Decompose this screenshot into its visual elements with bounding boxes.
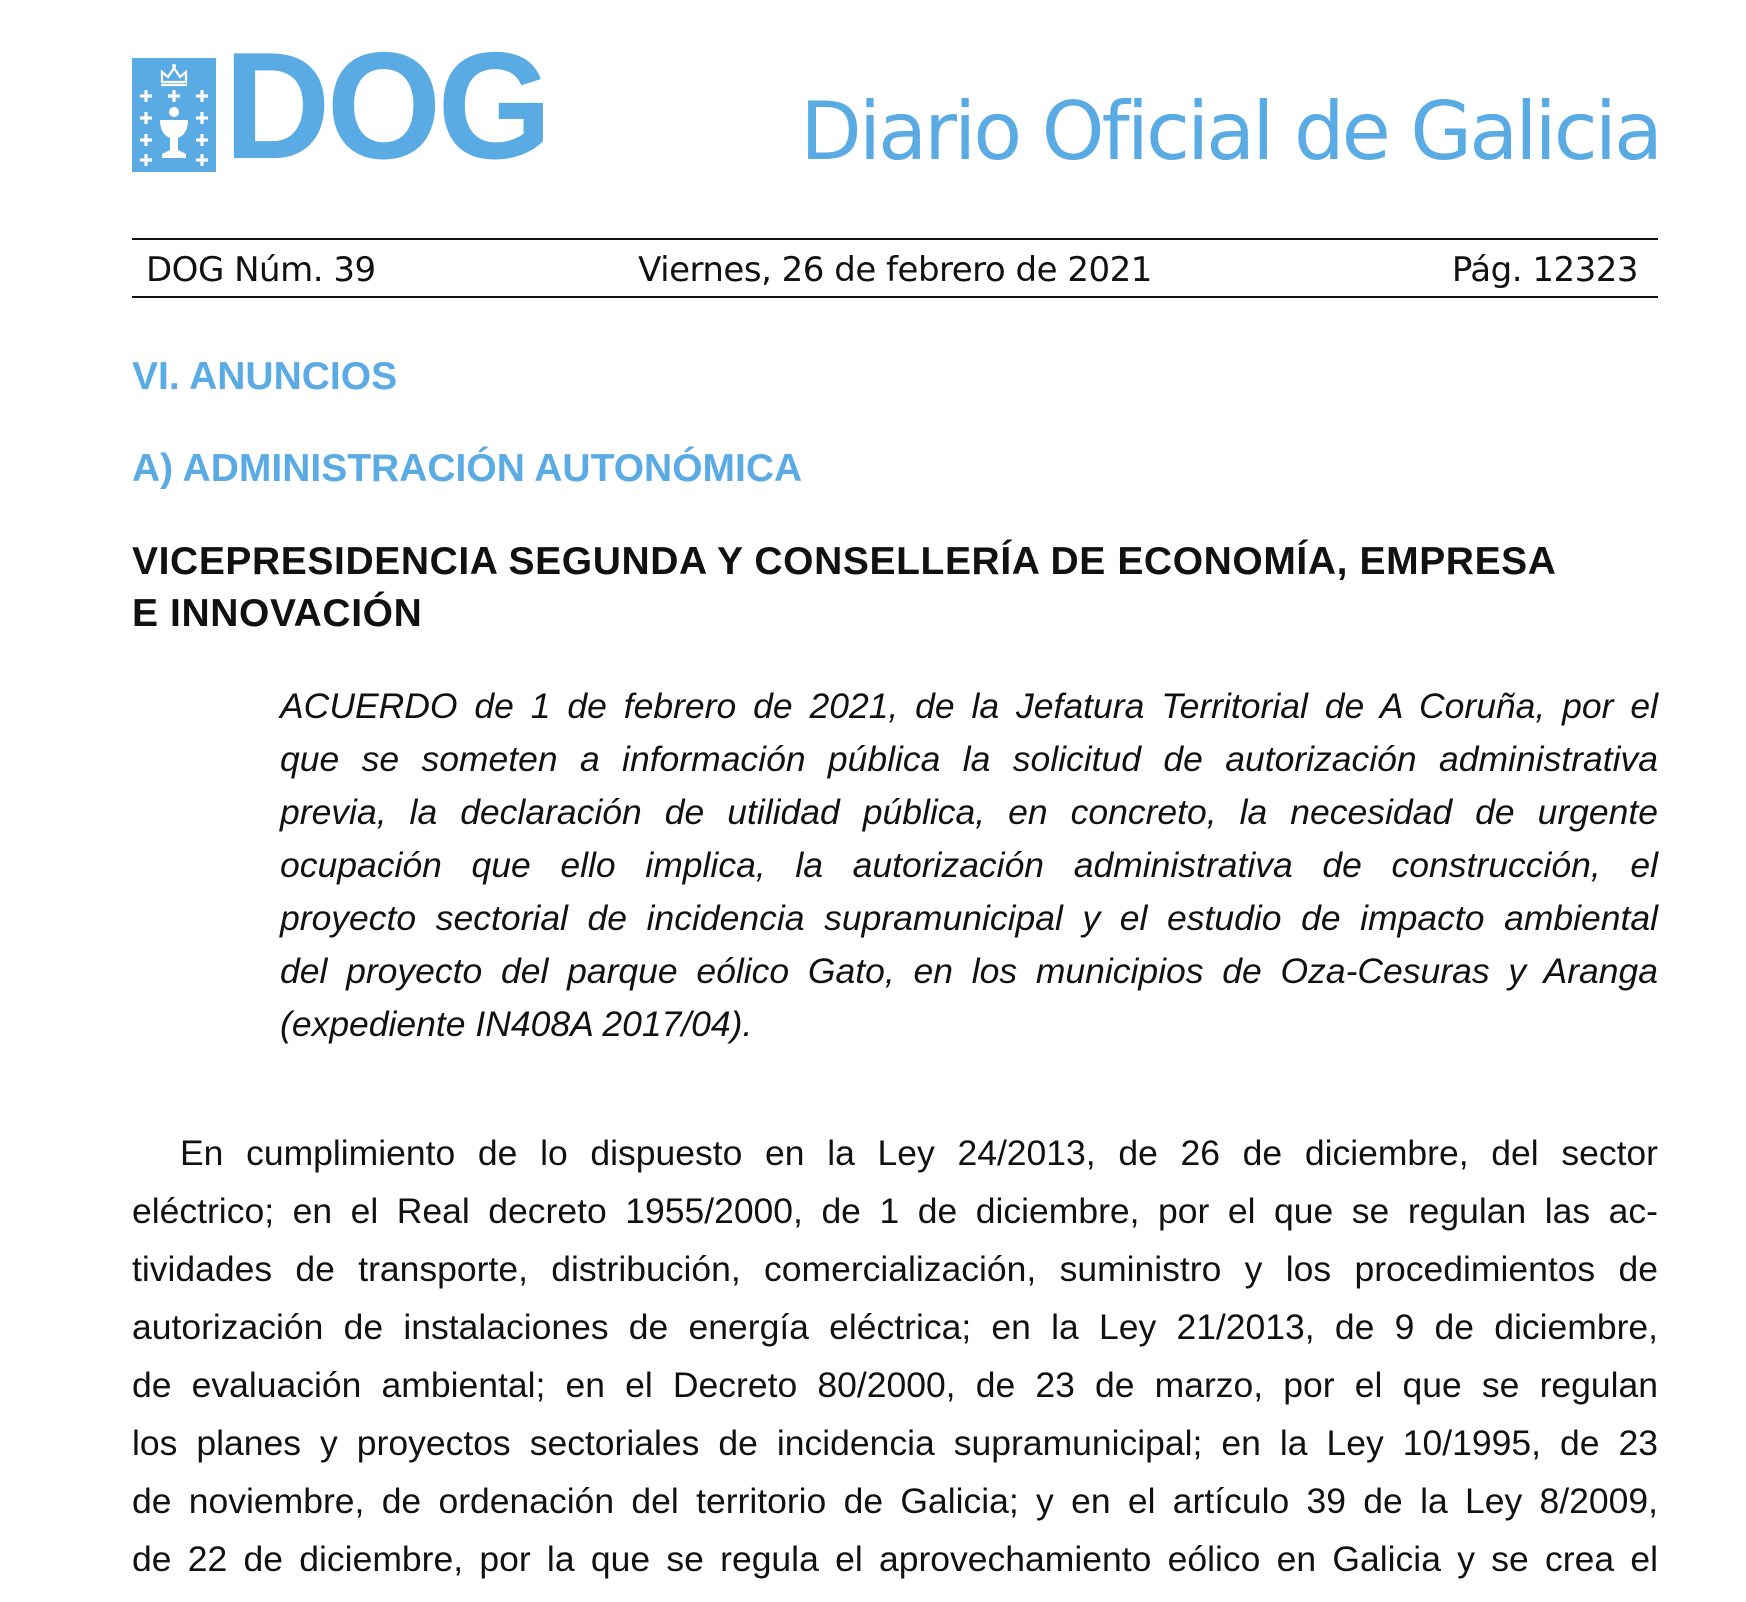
dog-logo-text: DOG [224,21,549,191]
section-heading: VI. ANUNCIOS [132,355,398,398]
galicia-coat-of-arms-icon [132,58,216,172]
body-line: de evaluación ambiental; en el Decreto 80/2000, de 23 de marzo, por el que se regulan [132,1365,1658,1405]
body-line: eléctrico; en el Real decreto 1955/2000, de 1 de diciembre, por el que se regulan las ac- [132,1191,1658,1231]
summary-line: previa, la declaración de utilidad pública, en concreto, la necesidad de urgente [280,792,1658,832]
body-line: En cumplimiento de lo dispuesto en la Ley 24/2013, de 26 de diciembre, del sector [180,1133,1658,1173]
summary-line: ocupación que ello implica, la autorización administrativa de construcción, el [280,845,1658,885]
summary-line: proyecto sectorial de incidencia supramunicipal y el estudio de impacto ambiental [280,898,1658,938]
body-line: de 22 de diciembre, por la que se regula el aprovechamiento eólico en Galicia y se crea el [132,1539,1658,1579]
issue-date: Viernes, 26 de febrero de 2021 [638,250,1152,290]
issue-number: DOG Núm. 39 [146,250,376,290]
department-line: E INNOVACIÓN [132,592,423,635]
summary-line: del proyecto del parque eólico Gato, en los municipios de Oza-Cesuras y Aranga [280,951,1658,991]
body-line: de noviembre, de ordenación del territorio de Galicia; y en el artículo 39 de la Ley 8/2009, [132,1481,1658,1521]
body-line: autorización de instalaciones de energía eléctrica; en la Ley 21/2013, de 9 de diciembre, [132,1307,1658,1347]
issue-bar [132,238,1658,298]
department-line: VICEPRESIDENCIA SEGUNDA Y CONSELLERÍA DE ECONOMÍA, EMPRESA [132,540,1557,583]
journal-title: Diario Oficial de Galicia [800,85,1660,178]
announcement-summary [280,680,1658,1051]
summary-line: (expediente IN408A 2017/04). [280,1004,753,1044]
subsection-heading: A) ADMINISTRACIÓN AUTONÓMICA [132,447,803,490]
summary-line: que se someten a información pública la solicitud de autorización administrativa [280,739,1658,779]
department-heading [132,536,1658,640]
body-line: tividades de transporte, distribución, comercialización, suministro y los procedimientos de [132,1249,1658,1289]
body-paragraph [132,1124,1658,1588]
issue-page-number: Pág. 12323 [1451,250,1638,290]
summary-line: ACUERDO de 1 de febrero de 2021, de la Jefatura Territorial de A Coruña, por el [280,686,1658,726]
body-line: los planes y proyectos sectoriales de incidencia supramunicipal; en la Ley 10/1995, de 23 [132,1423,1658,1463]
